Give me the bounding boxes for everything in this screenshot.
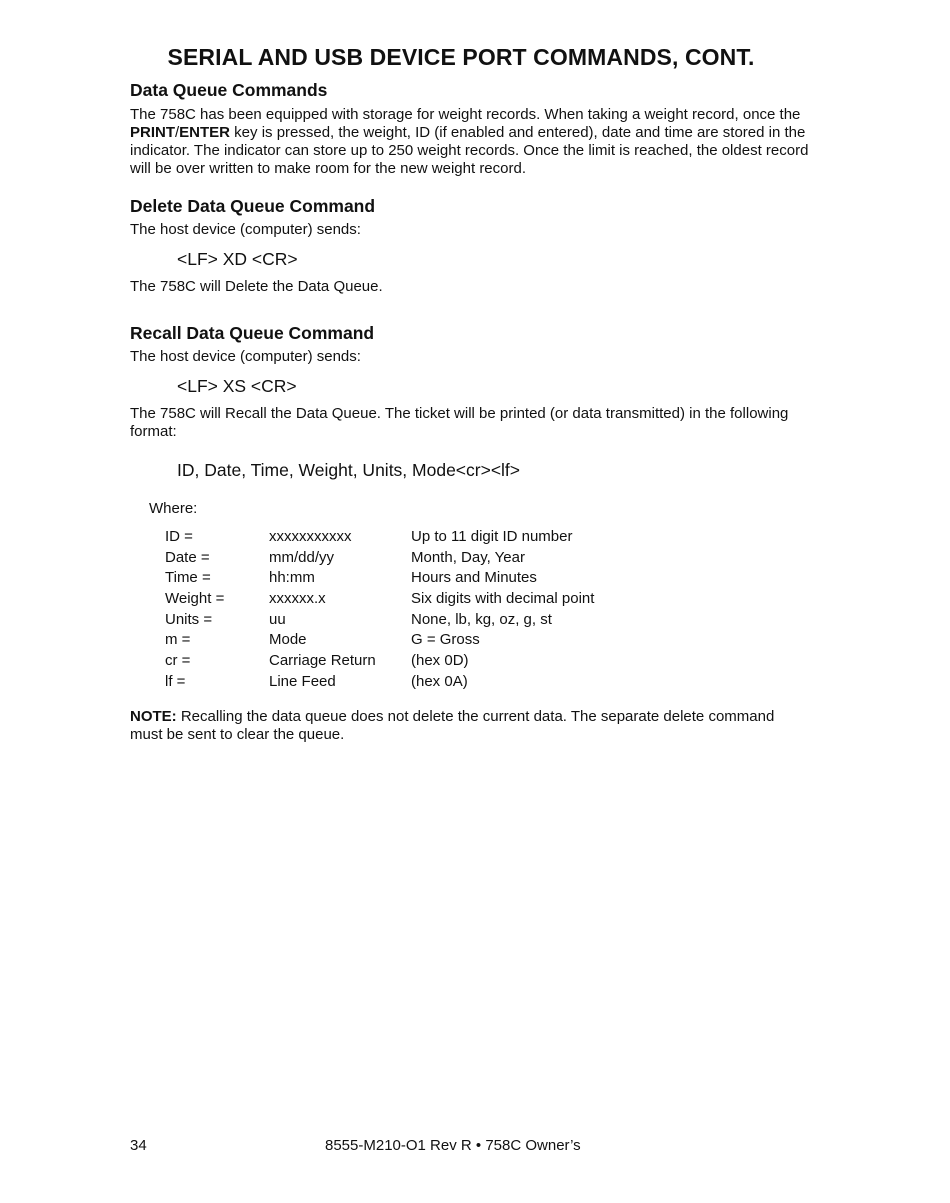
recall-command-heading: Recall Data Queue Command [130,323,375,343]
delete-command-result: The 758C will Delete the Data Queue. [130,278,383,295]
definition-row: Weight = xxxxxx.x Six digits with decimal point [165,590,595,608]
delete-command-code: <LF> XD <CR> [177,249,298,269]
definition-row: cr = Carriage Return (hex 0D) [165,652,469,670]
page-number: 34 [130,1137,147,1154]
note-paragraph: NOTE: Recalling the data queue does not delete the current data. The separate delete command must be sent to clear the queue. [130,708,775,743]
recall-output-format: ID, Date, Time, Weight, Units, Mode<cr><lf> [177,460,521,480]
definition-row: Time = hh:mm Hours and Minutes [165,569,537,587]
page-title: SERIAL AND USB DEVICE PORT COMMANDS, CONT. [167,44,755,70]
data-queue-heading: Data Queue Commands [130,80,328,100]
print-key-label: PRINT [130,124,175,141]
recall-command-result: The 758C will Recall the Data Queue. The ticket will be printed (or data transmitted) in the following format: [130,405,789,440]
definition-row: m = Mode G = Gross [165,631,480,649]
data-queue-paragraph: The 758C has been equipped with storage for weight records. When taking a weight record, once the PRINT/ENTER key is pressed, the weight, ID (if enabled and entered), date and time are stored in the indicator. The indicator can store up to 250 weight records. Once the limit is reached, the oldest record will be over written to make room for the new weight record. [130,106,809,177]
recall-host-sends: The host device (computer) sends: [130,348,361,365]
definition-row: Units = uu None, lb, kg, oz, g, st [165,610,552,628]
recall-command-code: <LF> XS <CR> [177,376,297,396]
delete-host-sends: The host device (computer) sends: [130,221,361,238]
delete-command-heading: Delete Data Queue Command [130,196,376,216]
definition-row: Date = mm/dd/yy Month, Day, Year [165,548,525,566]
enter-key-label: ENTER [179,124,231,141]
definition-row: lf = Line Feed (hex 0A) [165,672,468,690]
footer-doc-reference: 8555-M210-O1 Rev R • 758C Owner’s [325,1137,581,1154]
where-label: Where: [149,500,198,517]
definitions-table [165,527,594,693]
note-label: NOTE: [130,708,177,725]
definition-row: ID = xxxxxxxxxxx Up to 11 digit ID number [165,528,573,545]
